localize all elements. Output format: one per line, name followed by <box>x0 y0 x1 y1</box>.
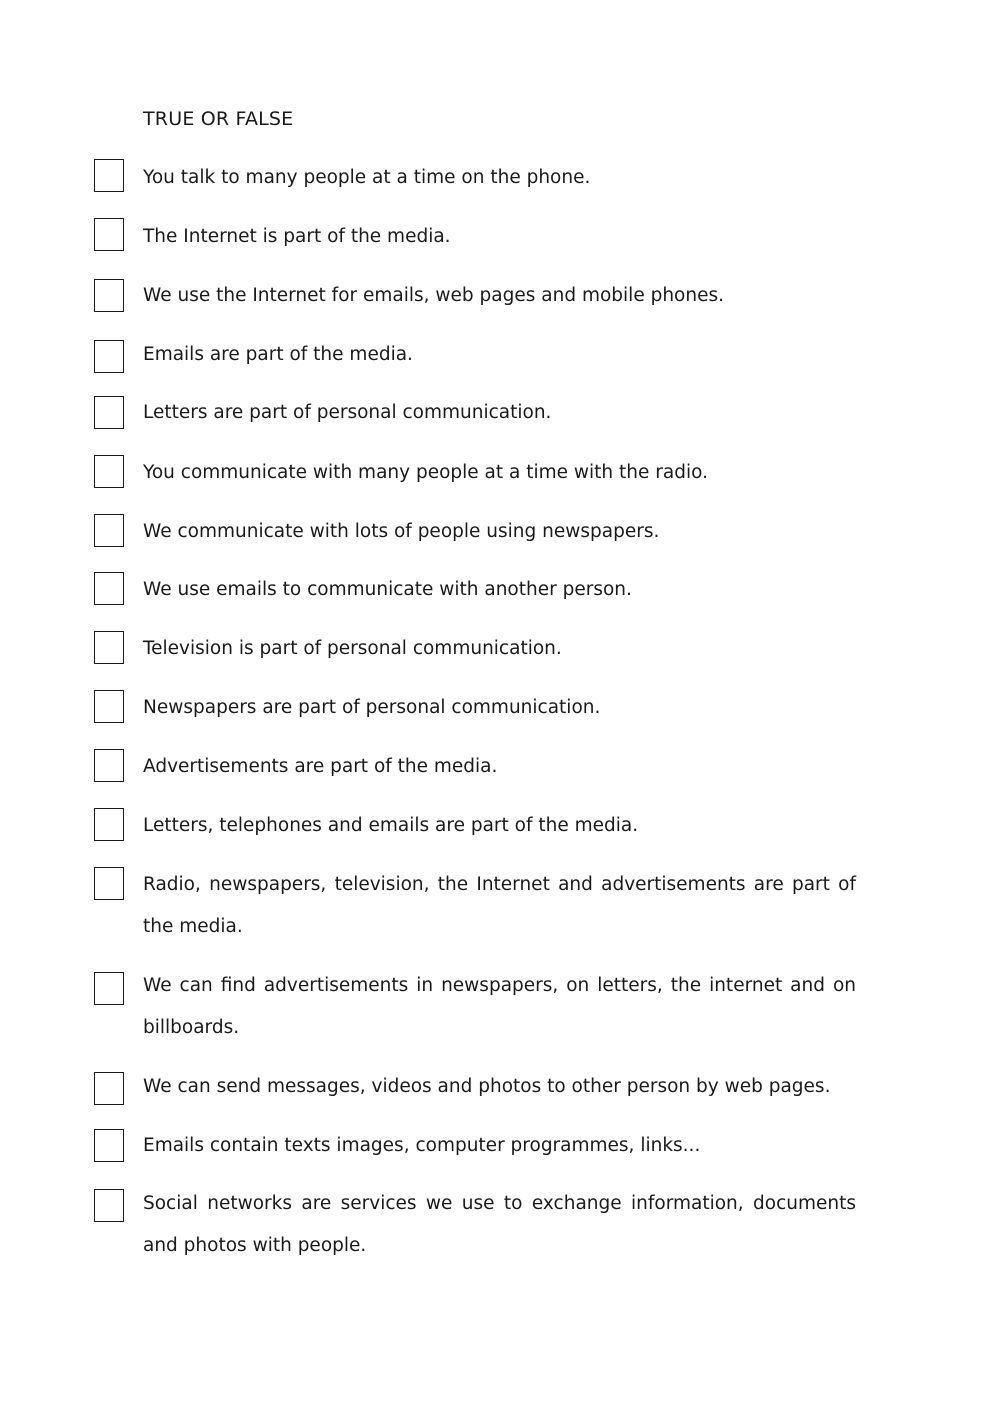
question-text: We communicate with lots of people using newspapers. <box>143 521 660 542</box>
answer-checkbox[interactable] <box>94 340 124 373</box>
question-text: We can send messages, videos and photos to other person by web pages. <box>143 1076 831 1097</box>
answer-checkbox[interactable] <box>94 396 124 429</box>
question-text: Social networks are services we use to exchange information, documents and photos with people. <box>143 1193 856 1256</box>
question-text: Letters, telephones and emails are part of the media. <box>143 815 639 836</box>
question-text: Emails contain texts images, computer programmes, links... <box>143 1135 701 1156</box>
question-text: You communicate with many people at a time with the radio. <box>143 462 708 483</box>
answer-checkbox[interactable] <box>94 808 124 841</box>
question-text: We can find advertisements in newspapers, on letters, the internet and on billboards. <box>143 975 856 1038</box>
question-text: You talk to many people at a time on the phone. <box>143 167 591 188</box>
question-text: Television is part of personal communication. <box>143 638 562 659</box>
answer-checkbox[interactable] <box>94 1072 124 1105</box>
answer-checkbox[interactable] <box>94 159 124 192</box>
answer-checkbox[interactable] <box>94 690 124 723</box>
answer-checkbox[interactable] <box>94 972 124 1005</box>
answer-checkbox[interactable] <box>94 572 124 605</box>
question-text: The Internet is part of the media. <box>143 226 451 247</box>
question-text: We use emails to communicate with another person. <box>143 579 632 600</box>
answer-checkbox[interactable] <box>94 749 124 782</box>
worksheet-title: TRUE OR FALSE <box>143 108 294 130</box>
answer-checkbox[interactable] <box>94 1129 124 1162</box>
answer-checkbox[interactable] <box>94 455 124 488</box>
answer-checkbox[interactable] <box>94 279 124 312</box>
question-text: Advertisements are part of the media. <box>143 756 498 777</box>
answer-checkbox[interactable] <box>94 1189 124 1222</box>
answer-checkbox[interactable] <box>94 514 124 547</box>
answer-checkbox[interactable] <box>94 867 124 900</box>
question-text: Radio, newspapers, television, the Internet and advertisements are part of the media. <box>143 874 856 937</box>
question-text: Emails are part of the media. <box>143 344 413 365</box>
answer-checkbox[interactable] <box>94 218 124 251</box>
answer-checkbox[interactable] <box>94 631 124 664</box>
question-text: Letters are part of personal communication. <box>143 402 552 423</box>
question-text: We use the Internet for emails, web pages and mobile phones. <box>143 285 724 306</box>
question-text: Newspapers are part of personal communication. <box>143 697 601 718</box>
